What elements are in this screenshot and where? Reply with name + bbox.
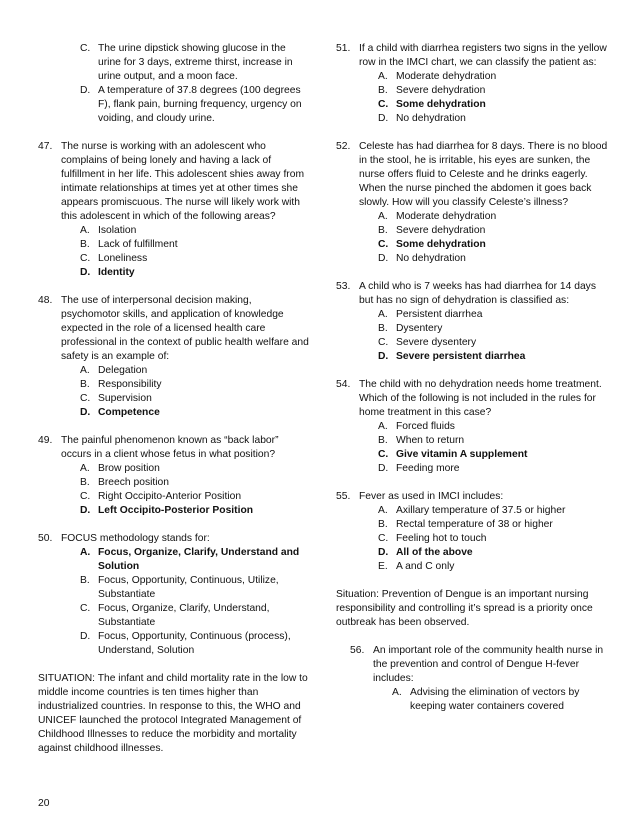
option-text: Severe dysentery bbox=[396, 337, 477, 348]
option-text: Axillary temperature of 37.5 or higher bbox=[396, 505, 566, 516]
question bbox=[38, 434, 310, 518]
option-text: Moderate dehydration bbox=[396, 211, 497, 222]
option-text: Focus, Organize, Clarify, Understand and Solution bbox=[98, 547, 300, 572]
answer-option bbox=[392, 686, 612, 714]
question-text: The nurse is working with an adolescent who complains of being lonely and having a lack of fulfillment in her life. This adolescent shies away from intimate relationships at times yet at other times she appears promiscuous. The nurse will likely work with this adolescent in which of the following areas? bbox=[61, 141, 305, 222]
option-text: A and C only bbox=[396, 561, 455, 572]
option-list bbox=[359, 308, 612, 364]
answer-option bbox=[378, 336, 612, 350]
option-list bbox=[373, 686, 612, 714]
question-body bbox=[359, 42, 612, 126]
question bbox=[336, 280, 612, 364]
option-list bbox=[61, 364, 310, 420]
correct-answer-option bbox=[80, 504, 310, 518]
question-text: The painful phenomenon known as “back labor” occurs in a client whose fetus in what position? bbox=[61, 435, 279, 460]
option-text: Delegation bbox=[98, 365, 148, 376]
question-number: 49. bbox=[38, 435, 53, 446]
option-text: Brow position bbox=[98, 463, 160, 474]
answer-option bbox=[378, 70, 612, 84]
continued-options bbox=[61, 42, 310, 126]
option-text: Some dehydration bbox=[396, 99, 486, 110]
option-letter: A. bbox=[378, 211, 388, 222]
answer-option bbox=[378, 560, 612, 574]
option-list bbox=[359, 504, 612, 574]
question-text: An important role of the community health nurse in the prevention and control of Dengue H-fever includes: bbox=[373, 645, 604, 684]
option-text: Focus, Opportunity, Continuous (process), Understand, Solution bbox=[98, 631, 291, 656]
option-letter: D. bbox=[80, 631, 91, 642]
question-block bbox=[350, 644, 612, 714]
option-text: No dehydration bbox=[396, 253, 466, 264]
question bbox=[336, 42, 612, 126]
option-list bbox=[61, 546, 310, 658]
left-column bbox=[38, 42, 310, 770]
question-text: The use of interpersonal decision making, psychomotor skills, and application of knowledge expected in the role of a licensed health care professional in the context of public health welfare and safety is an example of: bbox=[61, 295, 309, 362]
option-letter: A. bbox=[378, 309, 388, 320]
question-number: 47. bbox=[38, 141, 53, 152]
option-text: Focus, Opportunity, Continuous, Utilize, Substantiate bbox=[98, 575, 279, 600]
option-letter: B. bbox=[378, 323, 388, 334]
answer-option bbox=[378, 252, 612, 266]
answer-option bbox=[378, 322, 612, 336]
option-letter: D. bbox=[80, 85, 91, 96]
option-letter: B. bbox=[80, 477, 90, 488]
answer-option bbox=[378, 210, 612, 224]
answer-option bbox=[80, 490, 310, 504]
answer-option bbox=[378, 112, 612, 126]
correct-answer-option bbox=[378, 448, 612, 462]
option-letter: A. bbox=[392, 687, 402, 698]
option-letter: B. bbox=[378, 225, 388, 236]
answer-option bbox=[80, 462, 310, 476]
option-text: Forced fluids bbox=[396, 421, 455, 432]
option-letter: B. bbox=[378, 519, 388, 530]
option-letter: A. bbox=[378, 505, 388, 516]
option-text: Left Occipito-Posterior Position bbox=[98, 505, 254, 516]
question-body bbox=[61, 294, 310, 420]
question-number: 48. bbox=[38, 295, 53, 306]
question-number: 50. bbox=[38, 533, 53, 544]
answer-option bbox=[80, 378, 310, 392]
option-text: Dysentery bbox=[396, 323, 443, 334]
question bbox=[38, 532, 310, 658]
question-text: FOCUS methodology stands for: bbox=[61, 533, 210, 544]
answer-option bbox=[80, 476, 310, 490]
option-letter: A. bbox=[378, 71, 388, 82]
option-text: Isolation bbox=[98, 225, 137, 236]
correct-answer-option bbox=[378, 546, 612, 560]
page-number: 20 bbox=[38, 798, 50, 809]
option-letter: E. bbox=[378, 561, 388, 572]
correct-answer-option bbox=[378, 98, 612, 112]
option-letter: D. bbox=[378, 463, 389, 474]
correct-answer-option bbox=[80, 406, 310, 420]
option-letter: A. bbox=[80, 463, 90, 474]
option-letter: C. bbox=[378, 99, 389, 110]
option-text: Feeding more bbox=[396, 463, 460, 474]
option-text: Advising the elimination of vectors by keeping water containers covered bbox=[410, 687, 580, 712]
option-text: The urine dipstick showing glucose in the urine for 3 days, extreme thirst, increase in urine output, and a moon face. bbox=[98, 43, 293, 82]
answer-option bbox=[378, 518, 612, 532]
option-letter: C. bbox=[80, 393, 91, 404]
question-body bbox=[359, 490, 612, 574]
option-text: When to return bbox=[396, 435, 465, 446]
option-letter: C. bbox=[80, 603, 91, 614]
option-text: Supervision bbox=[98, 393, 152, 404]
answer-option bbox=[378, 532, 612, 546]
option-letter: D. bbox=[378, 253, 389, 264]
option-text: Persistent diarrhea bbox=[396, 309, 483, 320]
question-body bbox=[359, 378, 612, 476]
option-text: A temperature of 37.8 degrees (100 degrees F), flank pain, burning frequency, urgency on voiding, and cloudy urine. bbox=[98, 85, 302, 124]
option-text: Severe dehydration bbox=[396, 225, 486, 236]
correct-answer-option bbox=[378, 350, 612, 364]
question-number: 53. bbox=[336, 281, 351, 292]
option-list bbox=[359, 70, 612, 126]
question-number: 56. bbox=[350, 645, 365, 656]
answer-option bbox=[80, 602, 310, 630]
question-body bbox=[359, 140, 612, 266]
question-number: 52. bbox=[336, 141, 351, 152]
option-letter: A. bbox=[80, 225, 90, 236]
answer-option bbox=[80, 84, 310, 126]
option-text: Loneliness bbox=[98, 253, 148, 264]
option-letter: C. bbox=[80, 253, 91, 264]
answer-option bbox=[378, 224, 612, 238]
question bbox=[350, 644, 612, 714]
right-column bbox=[336, 42, 612, 728]
option-letter: B. bbox=[80, 379, 90, 390]
option-letter: D. bbox=[80, 505, 91, 516]
question bbox=[336, 490, 612, 574]
option-letter: C. bbox=[80, 43, 91, 54]
option-letter: D. bbox=[378, 113, 389, 124]
answer-option bbox=[80, 42, 310, 84]
option-text: Feeling hot to touch bbox=[396, 533, 487, 544]
answer-option bbox=[80, 364, 310, 378]
option-letter: A. bbox=[378, 421, 388, 432]
option-text: Breech position bbox=[98, 477, 169, 488]
question bbox=[38, 294, 310, 420]
question bbox=[38, 140, 310, 280]
option-letter: C. bbox=[80, 491, 91, 502]
option-text: Focus, Organize, Clarify, Understand, Substantiate bbox=[98, 603, 270, 628]
option-text: Right Occipito-Anterior Position bbox=[98, 491, 242, 502]
option-text: Give vitamin A supplement bbox=[396, 449, 528, 460]
question-number: 51. bbox=[336, 43, 351, 54]
option-text: Some dehydration bbox=[396, 239, 486, 250]
option-letter: A. bbox=[80, 547, 91, 558]
option-list bbox=[61, 224, 310, 280]
option-text: Severe dehydration bbox=[396, 85, 486, 96]
answer-option bbox=[80, 392, 310, 406]
answer-option bbox=[378, 84, 612, 98]
correct-answer-option bbox=[80, 546, 310, 574]
option-text: Severe persistent diarrhea bbox=[396, 351, 526, 362]
question-number: 54. bbox=[336, 379, 351, 390]
question-body bbox=[61, 434, 310, 518]
option-text: Identity bbox=[98, 267, 135, 278]
option-letter: C. bbox=[378, 337, 389, 348]
question-body bbox=[373, 644, 612, 714]
answer-option bbox=[378, 462, 612, 476]
option-letter: B. bbox=[80, 239, 90, 250]
answer-option bbox=[378, 504, 612, 518]
question-text: Fever as used in IMCI includes: bbox=[359, 491, 504, 502]
option-letter: D. bbox=[80, 267, 91, 278]
answer-option bbox=[80, 574, 310, 602]
option-letter: C. bbox=[378, 239, 389, 250]
question-body bbox=[359, 280, 612, 364]
answer-option bbox=[378, 308, 612, 322]
option-list bbox=[359, 420, 612, 476]
option-list bbox=[359, 210, 612, 266]
question-number: 55. bbox=[336, 491, 351, 502]
answer-option bbox=[378, 420, 612, 434]
answer-option bbox=[378, 434, 612, 448]
answer-option bbox=[80, 238, 310, 252]
question-text: If a child with diarrhea registers two signs in the yellow row in the IMCI chart, we can classify the patient as: bbox=[359, 43, 607, 68]
option-letter: D. bbox=[378, 351, 389, 362]
option-text: No dehydration bbox=[396, 113, 466, 124]
question-text: The child with no dehydration needs home treatment. Which of the following is not included in the rules for home treatment in this case? bbox=[359, 379, 602, 418]
answer-option bbox=[80, 224, 310, 238]
option-text: Lack of fulfillment bbox=[98, 239, 178, 250]
situation-text: Situation: Prevention of Dengue is an important nursing responsibility and controlling it’s spread is a priority once outbreak has been observed. bbox=[336, 589, 593, 628]
option-letter: C. bbox=[378, 533, 389, 544]
option-text: Competence bbox=[98, 407, 160, 418]
question-body bbox=[61, 532, 310, 658]
option-text: Moderate dehydration bbox=[396, 71, 497, 82]
situation-text: SITUATION: The infant and child mortality rate in the low to middle income countries is ten times higher than industrialized countries. In response to this, the WHO and UNICEF launched the protocol Integrated Management of Childhood Illnesses to reduce the morbidity and mortality against childhood illnesses. bbox=[38, 673, 308, 754]
correct-answer-option bbox=[378, 238, 612, 252]
option-list bbox=[61, 42, 310, 126]
answer-option bbox=[80, 630, 310, 658]
option-letter: B. bbox=[378, 435, 388, 446]
option-letter: B. bbox=[378, 85, 388, 96]
option-text: All of the above bbox=[396, 547, 473, 558]
question bbox=[336, 378, 612, 476]
question-text: Celeste has had diarrhea for 8 days. There is no blood in the stool, he is irritable, his eyes are sunken, the nurse offers fluid to Celeste and he drinks eagerly. When the nurse pinched the abdomen it goes back slowly. How will you classify Celeste’s illness? bbox=[359, 141, 608, 208]
option-text: Rectal temperature of 38 or higher bbox=[396, 519, 553, 530]
option-letter: D. bbox=[80, 407, 91, 418]
question-text: A child who is 7 weeks has had diarrhea for 14 days but has no sign of dehydration is classified as: bbox=[359, 281, 596, 306]
answer-option bbox=[80, 252, 310, 266]
option-letter: A. bbox=[80, 365, 90, 376]
option-letter: B. bbox=[80, 575, 90, 586]
correct-answer-option bbox=[80, 266, 310, 280]
question-body bbox=[61, 140, 310, 280]
option-letter: D. bbox=[378, 547, 389, 558]
option-list bbox=[61, 462, 310, 518]
question bbox=[336, 140, 612, 266]
option-letter: C. bbox=[378, 449, 389, 460]
option-text: Responsibility bbox=[98, 379, 162, 390]
